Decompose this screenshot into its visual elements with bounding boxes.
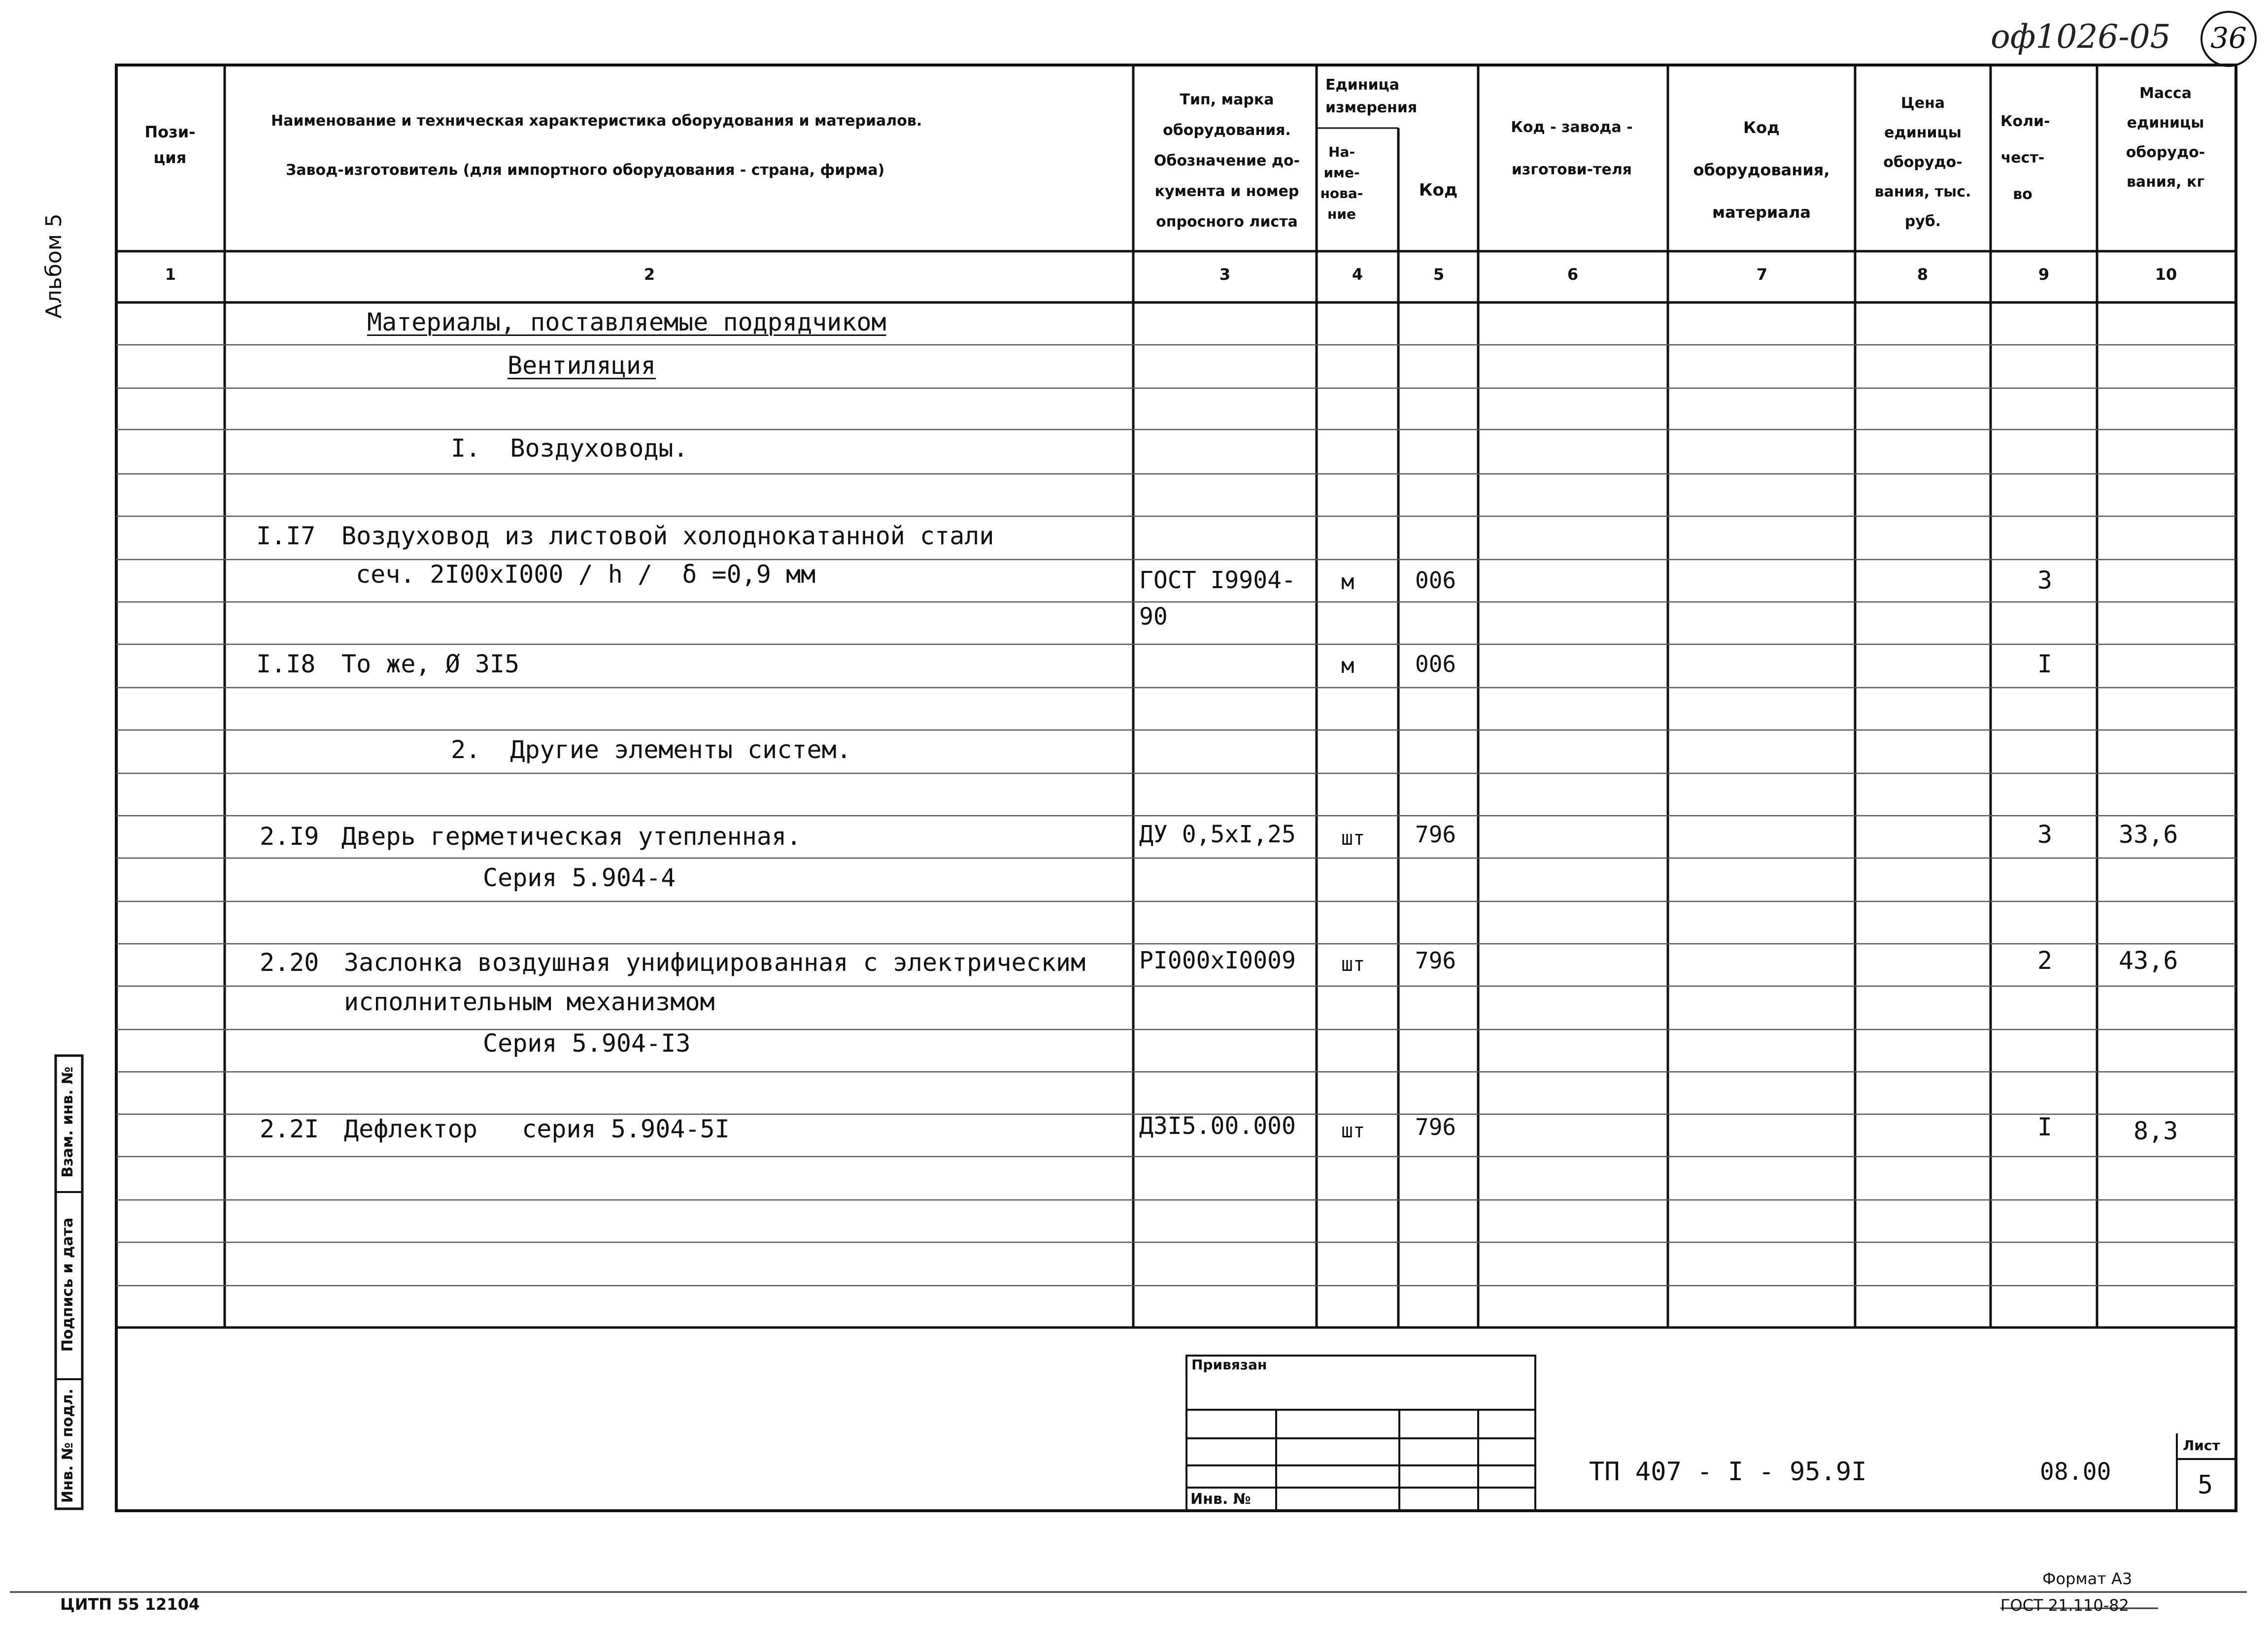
column-number-6: 6 — [1567, 265, 1579, 284]
item-unit-code: 006 — [1415, 651, 1456, 677]
item-doc-line2: 90 — [1139, 603, 1168, 630]
item-quantity: 2 — [2037, 946, 2053, 975]
header-name-line2: Завод-изготовитель (для импортного оборудования - страна, фирма) — [286, 162, 885, 179]
item-doc: ДУ 0,5xI,25 — [1139, 821, 1296, 848]
column-number-4: 4 — [1352, 265, 1363, 284]
format-label: Формат А3 — [2042, 1569, 2133, 1588]
handwritten-document-code: оф1026-05 — [1991, 18, 2171, 56]
printer-mark: ЦИТП 55 12104 — [60, 1595, 200, 1614]
circled-sheet-number-text: 36 — [2210, 21, 2247, 55]
header-unit-price: Цена единицы оборудо-вания, тыс. руб. — [1874, 95, 1971, 230]
column-number-3: 3 — [1219, 265, 1231, 284]
header-unit-mass: Масса единицы оборудо-вания, кг — [2126, 85, 2205, 191]
document-section: 08.00 — [2040, 1458, 2111, 1486]
header-material-code: Код оборудования, материала — [1693, 118, 1830, 222]
column-number-5: 5 — [1433, 265, 1445, 284]
item-position: I.I8 — [256, 650, 316, 678]
item-series: Серия 5.904-4 — [483, 863, 676, 892]
item-doc: ДЗI5.00.000 — [1139, 1112, 1296, 1140]
item-unit: м — [1341, 569, 1354, 595]
header-manufacturer-code: Код - завода - изготови-теля — [1511, 119, 1633, 178]
item-unit: шт — [1341, 1120, 1365, 1142]
stamp-label-podpis-data: Подпись и дата — [59, 1217, 76, 1352]
album-label: Альбом 5 — [41, 213, 67, 319]
item-name: Дефлектор серия 5.904-5I — [344, 1115, 730, 1143]
item-quantity: 3 — [2037, 820, 2053, 849]
sheet-label: Лист — [2183, 1437, 2220, 1454]
item-position: 2.2I — [260, 1115, 319, 1143]
column-number-1: 1 — [165, 265, 176, 284]
header-type-doc: Тип, марка оборудования. Обозначение до-кумента и номер опросного листа — [1153, 91, 1300, 231]
item-mass: 33,6 — [2119, 820, 2178, 849]
section-title: Материалы, поставляемые подрядчиком — [367, 308, 886, 336]
item-name-line2: сеч. 2I00xI000 / h / δ =0,9 мм — [356, 560, 816, 589]
title-block-privyazan: Привязан — [1191, 1357, 1267, 1373]
item-unit: шт — [1341, 827, 1365, 850]
sheet-number: 5 — [2198, 1470, 2213, 1500]
column-number-9: 9 — [2038, 265, 2050, 284]
item-unit: шт — [1341, 953, 1365, 976]
item-name: Дверь герметическая утепленная. — [341, 822, 802, 851]
header-quantity: Коли-чест-во — [2000, 113, 2050, 203]
column-number-8: 8 — [1917, 265, 1929, 284]
header-unit-name: На-име-нова-ние — [1320, 144, 1363, 222]
document-code: ТП 407 - I - 95.9I — [1589, 1457, 1867, 1487]
group-title-other-elements: 2. Другие элементы систем. — [451, 735, 851, 764]
item-series: Серия 5.904-I3 — [483, 1029, 691, 1058]
item-unit-code: 796 — [1415, 821, 1456, 848]
column-number-7: 7 — [1756, 265, 1768, 284]
item-unit-code: 796 — [1415, 1114, 1456, 1140]
subsection-title: Вентиляция — [508, 351, 656, 380]
item-unit: м — [1341, 653, 1354, 678]
item-doc: PI000xI0009 — [1139, 947, 1296, 974]
item-mass: 8,3 — [2133, 1117, 2178, 1145]
item-mass: 43,6 — [2119, 946, 2178, 975]
item-doc: ГОСТ I9904- — [1139, 566, 1296, 594]
header-name-line1: Наименование и техническая характеристика оборудования и материалов. — [271, 112, 922, 130]
title-block-inv-no: Инв. № — [1190, 1491, 1251, 1508]
stamp-label-inv-podl: Инв. № подл. — [59, 1388, 76, 1503]
gost-label: ГОСТ 21.110-82 — [2000, 1596, 2129, 1615]
item-name-line2: исполнительным механизмом — [344, 988, 715, 1016]
item-quantity: I — [2037, 1113, 2053, 1141]
item-name: Воздуховод из листовой холоднокатанной стали — [341, 522, 994, 550]
column-number-10: 10 — [2155, 265, 2177, 284]
item-quantity: I — [2037, 650, 2053, 678]
item-quantity: 3 — [2037, 566, 2053, 595]
item-name: Заслонка воздушная унифицированная с электрическим — [344, 948, 1086, 977]
header-unit-code: Код — [1419, 180, 1458, 200]
group-title-ducts: I. Воздуховоды. — [451, 434, 688, 463]
item-unit-code: 796 — [1415, 947, 1456, 974]
header-unit-group: Единица измерения — [1325, 76, 1418, 116]
item-position: 2.20 — [260, 948, 319, 977]
item-position: 2.I9 — [260, 822, 319, 851]
item-position: I.I7 — [256, 522, 316, 550]
header-position: Пози-ция — [144, 123, 196, 167]
item-name: То же, Ø 3I5 — [341, 650, 520, 678]
column-number-2: 2 — [643, 265, 655, 284]
stamp-label-vzam-inv: Взам. инв. № — [59, 1066, 76, 1178]
item-unit-code: 006 — [1415, 567, 1456, 594]
